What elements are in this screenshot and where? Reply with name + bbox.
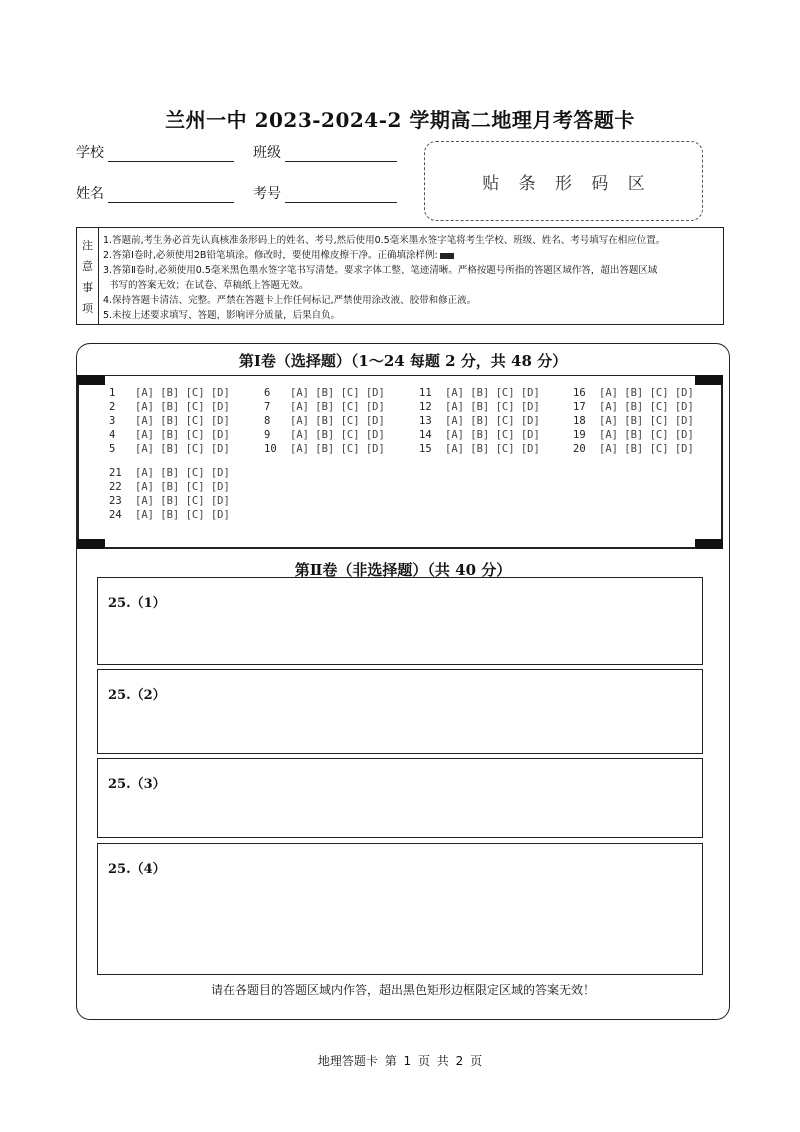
notes-label [77, 228, 99, 324]
mcq-question-row [573, 429, 694, 441]
notes-label-char: 项 [82, 301, 93, 315]
notes-label-char: 注 [82, 238, 93, 252]
answer-options[interactable]: [A] [B] [C] [D] [135, 415, 230, 427]
mcq-question-row [573, 443, 694, 455]
question-number: 6 [264, 387, 271, 399]
question-number: 12 [419, 401, 432, 413]
answer-box-label: 25.（3） [108, 777, 166, 792]
note-item [103, 248, 717, 263]
school-label: 学校 [76, 145, 104, 161]
question-number: 3 [109, 415, 116, 427]
note-item-text: 2.答第Ⅰ卷时,必须使用2B铅笔填涂。修改时，要使用橡皮擦干净。正确填涂样例: [103, 250, 438, 261]
question-number: 11 [419, 387, 432, 399]
exam-no-input-line[interactable] [285, 186, 397, 203]
mcq-question-row [264, 401, 385, 413]
mcq-question-row [264, 415, 385, 427]
question-number: 21 [109, 467, 122, 479]
note-item: 4.保持答题卡清洁、完整。严禁在答题卡上作任何标记,严禁使用涂改液、胶带和修正液。 [103, 295, 477, 306]
corner-mark [77, 375, 105, 385]
answer-options[interactable]: [A] [B] [C] [D] [135, 401, 230, 413]
answer-box-25-2[interactable] [97, 669, 703, 754]
mcq-question-row [419, 429, 540, 441]
answer-options[interactable]: [A] [B] [C] [D] [599, 443, 694, 455]
mcq-question-row [109, 443, 230, 455]
notes-label-char: 事 [82, 280, 93, 294]
question-number: 7 [264, 401, 271, 413]
answer-options[interactable]: [A] [B] [C] [D] [445, 387, 540, 399]
answer-options[interactable]: [A] [B] [C] [D] [445, 443, 540, 455]
answer-options[interactable]: [A] [B] [C] [D] [135, 509, 230, 521]
answer-options[interactable]: [A] [B] [C] [D] [135, 495, 230, 507]
mcq-question-row [109, 415, 230, 427]
question-number: 1 [109, 387, 116, 399]
notes-box [76, 227, 724, 325]
answer-options[interactable]: [A] [B] [C] [D] [135, 443, 230, 455]
question-number: 20 [573, 443, 586, 455]
mcq-question-row [109, 467, 230, 479]
answer-options[interactable]: [A] [B] [C] [D] [290, 443, 385, 455]
barcode-area [424, 141, 703, 221]
page-title: 兰州一中 2023-2024-2 学期高二地理月考答题卡 [165, 108, 635, 132]
question-number: 15 [419, 443, 432, 455]
notes-label-char: 意 [82, 259, 93, 273]
note-item: 书写的答案无效；在试卷、草稿纸上答题无效。 [109, 280, 309, 291]
mcq-question-row [264, 429, 385, 441]
answer-options[interactable]: [A] [B] [C] [D] [599, 429, 694, 441]
mcq-question-row [109, 509, 230, 521]
question-number: 18 [573, 415, 586, 427]
answer-options[interactable]: [A] [B] [C] [D] [445, 429, 540, 441]
exam-no-label: 考号 [253, 186, 281, 202]
answer-box-25-3[interactable] [97, 758, 703, 838]
question-number: 8 [264, 415, 271, 427]
mcq-question-row [109, 401, 230, 413]
question-number: 10 [264, 443, 277, 455]
corner-mark [77, 539, 105, 549]
answer-options[interactable]: [A] [B] [C] [D] [135, 467, 230, 479]
question-number: 4 [109, 429, 116, 441]
class-field [253, 142, 397, 162]
school-input-line[interactable] [108, 145, 234, 162]
answer-options[interactable]: [A] [B] [C] [D] [599, 401, 694, 413]
question-number: 9 [264, 429, 271, 441]
answer-box-label: 25.（4） [108, 862, 166, 877]
notes-list [103, 233, 717, 323]
class-label: 班级 [253, 145, 281, 161]
answer-options[interactable]: [A] [B] [C] [D] [135, 387, 230, 399]
question-number: 2 [109, 401, 116, 413]
question-number: 13 [419, 415, 432, 427]
mcq-question-row [419, 387, 540, 399]
answer-options[interactable]: [A] [B] [C] [D] [445, 415, 540, 427]
mcq-question-row [573, 415, 694, 427]
mcq-question-row [109, 495, 230, 507]
name-input-line[interactable] [108, 186, 234, 203]
question-number: 14 [419, 429, 432, 441]
mcq-question-row [419, 415, 540, 427]
question-number: 16 [573, 387, 586, 399]
fill-sample-mark [440, 253, 454, 259]
mcq-question-row [109, 387, 230, 399]
warning-text: 请在各题目的答题区域内作答，超出黑色矩形边框限定区域的答案无效！ [210, 983, 595, 997]
answer-box-25-1[interactable] [97, 577, 703, 665]
answer-box-label: 25.（2） [108, 688, 166, 703]
answer-options[interactable]: [A] [B] [C] [D] [135, 481, 230, 493]
school-field [76, 142, 234, 162]
question-number: 23 [109, 495, 122, 507]
answer-options[interactable]: [A] [B] [C] [D] [445, 401, 540, 413]
barcode-area-label: 贴 条 形 码 区 [482, 173, 645, 194]
mcq-question-row [419, 443, 540, 455]
mcq-question-row [573, 387, 694, 399]
section2-title: 第Ⅱ卷（非选择题）（共 40 分） [294, 561, 512, 579]
answer-options[interactable]: [A] [B] [C] [D] [135, 429, 230, 441]
name-label: 姓名 [76, 186, 104, 202]
question-number: 5 [109, 443, 116, 455]
mcq-question-row [264, 387, 385, 399]
answer-box-label: 25.（1） [108, 596, 166, 611]
mcq-question-row [419, 401, 540, 413]
note-item: 5.未按上述要求填写、答题，影响评分质量，后果自负。 [103, 310, 341, 321]
corner-mark [695, 539, 723, 549]
answer-options[interactable]: [A] [B] [C] [D] [599, 387, 694, 399]
answer-options[interactable]: [A] [B] [C] [D] [290, 429, 385, 441]
page-footer: 地理答题卡 第 1 页 共 2 页 [317, 1054, 483, 1068]
question-number: 24 [109, 509, 122, 521]
answer-box-25-4[interactable] [97, 843, 703, 975]
answer-options[interactable]: [A] [B] [C] [D] [290, 401, 385, 413]
mcq-grid [77, 375, 723, 549]
corner-mark [695, 375, 723, 385]
mcq-question-row [109, 481, 230, 493]
section1-title: 第Ⅰ卷（选择题）（1～24 每题 2 分，共 48 分） [238, 352, 568, 370]
answer-options[interactable]: [A] [B] [C] [D] [290, 387, 385, 399]
question-number: 19 [573, 429, 586, 441]
note-item: 3.答第Ⅱ卷时,必须使用0.5毫米黑色墨水签字笔书写清楚。要求字体工整、笔迹清晰。严格按题号所指的答题区域作答，超出答题区域 [103, 265, 658, 276]
answer-options[interactable]: [A] [B] [C] [D] [290, 415, 385, 427]
name-field [76, 183, 234, 203]
exam-no-field [253, 183, 397, 203]
question-number: 17 [573, 401, 586, 413]
answer-options[interactable]: [A] [B] [C] [D] [599, 415, 694, 427]
question-number: 22 [109, 481, 122, 493]
class-input-line[interactable] [285, 145, 397, 162]
mcq-question-row [573, 401, 694, 413]
note-item: 1.答题前,考生务必首先认真核准条形码上的姓名、考号,然后使用0.5毫米墨水签字笔将考生学校、班级、姓名、考号填写在相应位置。 [103, 235, 666, 246]
mcq-question-row [264, 443, 385, 455]
mcq-question-row [109, 429, 230, 441]
